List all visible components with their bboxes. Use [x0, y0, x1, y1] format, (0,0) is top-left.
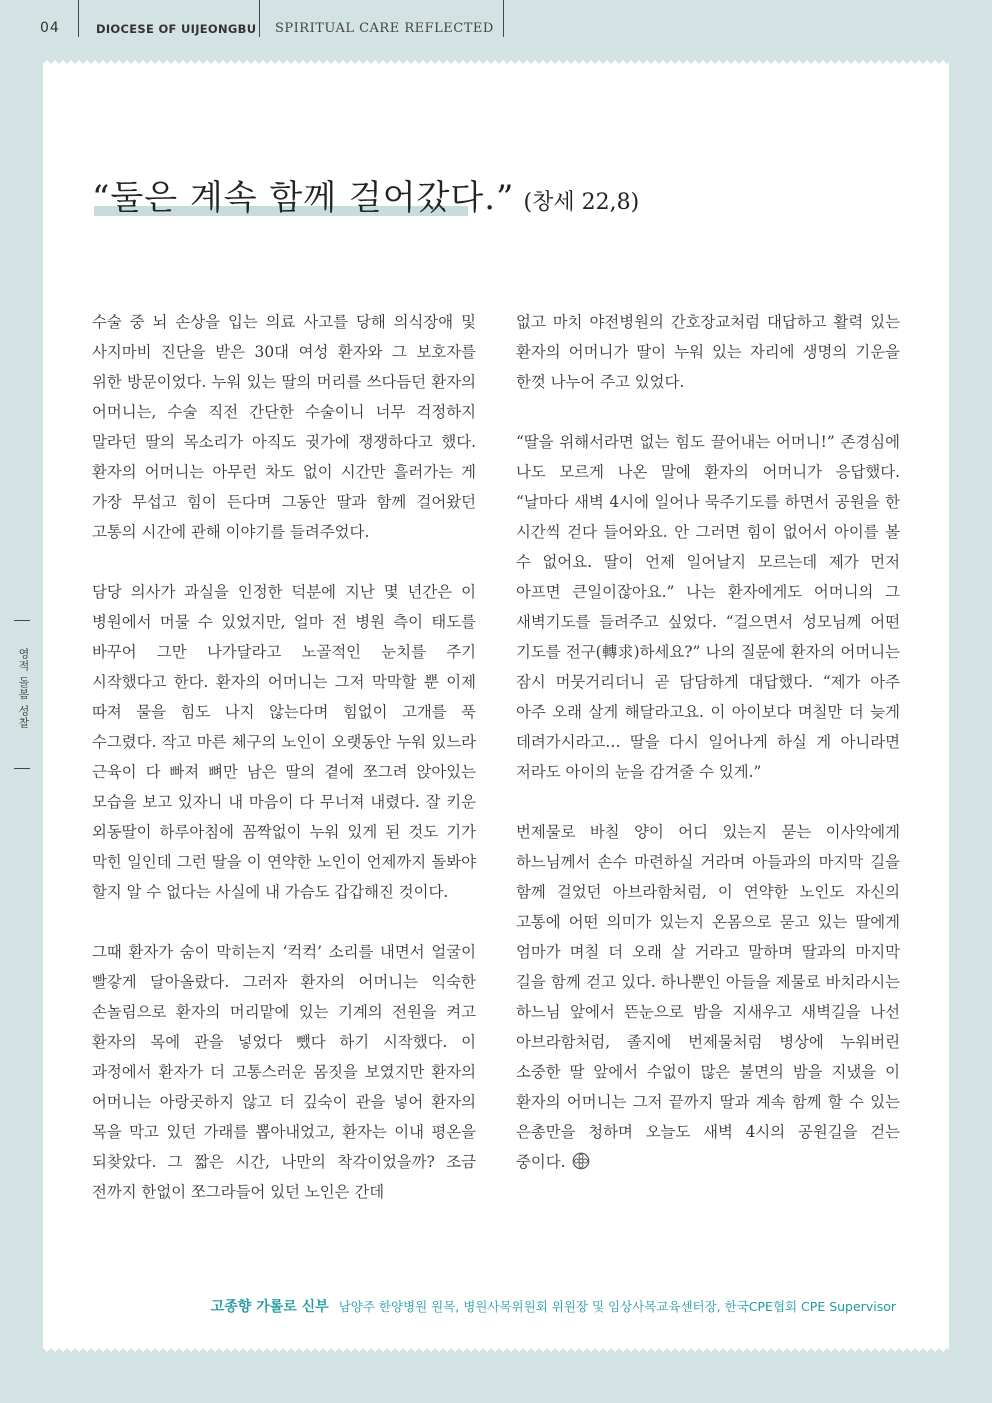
diocese-name: DIOCESE OF UIJEONGBU	[96, 22, 257, 36]
left-column	[92, 307, 476, 1237]
page-header	[0, 0, 992, 40]
paragraph: 담당 의사가 과실을 인정한 덕분에 지난 몇 년간은 이 병원에서 머물 수 있었지만, 얼마 전 병원 측이 태도를 바꾸어 그만 나가달라고 노골적인 눈치를 주기 시작했다고 한다. 환자의 어머니는 그저 막막할 뿐 이제 따져 물을 힘도 나지 않는다며 힘없이 고개를 푹 수그렸다. 작고 마른 체구의 노인이 오랫동안 누워 있느라 근육이 다 빠져 뼈만 남은 딸의 곁에 쪼그려 앉아있는 모습을 보고 있자니 내 마음이 다 무너져 내렸다. 잘 키운 외동딸이 하루아침에 꼼짝없이 누워 있게 된 것도 기가 막힌 일인데 그런 딸을 이 연약한 노인이 언제까지 돌봐야 할지 알 수 없다는 사실에 내 가슴도 갑갑해진 것이다.	[92, 583, 476, 901]
right-column	[516, 307, 900, 1207]
paragraph-final	[516, 817, 900, 1177]
article-title	[92, 170, 639, 219]
page-number: 04	[40, 20, 60, 36]
side-label-text: 영적 돌봄 성찰	[17, 648, 30, 729]
zigzag-bottom-edge	[43, 1344, 949, 1352]
title-quote: “둘은 계속 함께 걸어갔다.”	[92, 178, 515, 218]
paragraph: 없고 마치 야전병원의 간호장교처럼 대답하고 활력 있는 환자의 어머니가 딸이 누워 있는 자리에 생명의 기운을 한껏 나누어 주고 있었다.	[516, 313, 900, 391]
paragraph: 그때 환자가 숨이 막히는지 ‘컥컥’ 소리를 내면서 얼굴이 빨갛게 달아올랐다. 그러자 환자의 어머니는 익숙한 손놀림으로 환자의 머리맡에 있는 기계의 전원을 켜고 환자의 목에 관을 넣었다 뺐다 하기 시작했다. 이 과정에서 환자가 더 고통스러운 몸짓을 보였지만 환자의 어머니는 아랑곳하지 않고 더 깊숙이 관을 넣어 환자의 목을 막고 있던 가래를 뽑아내었고, 환자는 이내 평온을 되찾았다. 그 짧은 시간, 나만의 착각이었을까? 조금 전까지 한없이 쪼그라들어 있던 노인은 간데	[92, 943, 476, 1201]
author-footer	[0, 1296, 896, 1316]
author-role: 남양주 한양병원 원목, 병원사목위원회 위원장 및 임상사목교육센터장, 한국CPE협회 CPE Supervisor	[338, 1299, 896, 1314]
section-name: SPIRITUAL CARE REFLECTED	[275, 21, 494, 36]
title-reference: (창세 22,8)	[523, 190, 640, 215]
header-divider	[503, 0, 504, 37]
flower-rosette-icon	[572, 1152, 590, 1170]
header-divider	[78, 0, 79, 37]
paragraph: 수술 중 뇌 손상을 입는 의료 사고를 당해 의식장애 및 사지마비 진단을 받은 30대 여성 환자와 그 보호자를 위한 방문이었다. 누워 있는 딸의 머리를 쓰다듬던 환자의 어머니는, 수술 직전 간단한 수술이니 너무 걱정하지 말라던 딸의 목소리가 아직도 귓가에 쟁쟁하다고 했다. 환자의 어머니는 아무런 차도 없이 시간만 흘러가는 게 가장 무섭고 힘이 든다며 그동안 딸과 함께 걸어왔던 고통의 시간에 관해 이야기를 들려주었다.	[92, 313, 476, 541]
side-divider	[14, 768, 30, 769]
paragraph: “딸을 위해서라면 없는 힘도 끌어내는 어머니!” 존경심에 나도 모르게 나온 말에 환자의 어머니가 응답했다. “날마다 새벽 4시에 일어나 묵주기도를 하면서 공원을 한 시간씩 걷다 들어와요. 안 그러면 힘이 없어서 아이를 볼 수 없어요. 딸이 언제 일어날지 모르는데 제가 먼저 아프면 큰일이잖아요.” 나는 환자에게도 어머니의 그 새벽기도를 들려주고 싶었다. “걸으면서 성모님께 어떤 기도를 전구(轉求)하세요?” 나의 질문에 환자의 어머니는 잠시 머뭇거리더니 곧 담담하게 대답했다. “제가 아주 아주 오래 살게 해달라고요. 이 아이보다 며칠만 더 늦게 데려가시라고… 딸을 다시 일어나게 하실 게 아니라면 저라도 아이의 눈을 감겨줄 수 있게.”	[516, 433, 900, 781]
side-section-label	[0, 620, 43, 775]
side-divider	[14, 620, 30, 621]
header-divider	[259, 0, 260, 37]
paragraph-text: 번제물로 바칠 양이 어디 있는지 묻는 이사악에게 하느님께서 손수 마련하실 거라며 아들과의 마지막 길을 함께 걸었던 아브라함처럼, 이 연약한 노인도 자신의 고통에 어떤 의미가 있는지 온몸으로 묻고 있는 딸에게 엄마가 며칠 더 오래 살 거라고 말하며 딸과의 마지막 길을 함께 걷고 있다. 하나뿐인 아들을 제물로 바치라시는 하느님 앞에서 뜬눈으로 밤을 지새우고 새벽길을 나선 아브라함처럼, 졸지에 번제물처럼 병상에 누워버린 소중한 딸 앞에서 수없이 많은 불면의 밤을 지냈을 이 환자의 어머니는 그저 끝까지 딸과 계속 함께 할 수 있는 은총만을 청하며 오늘도 새벽 4시의 공원길을 걷는 중이다.	[516, 823, 900, 1171]
author-name: 고종향 가롤로 신부	[210, 1299, 329, 1315]
